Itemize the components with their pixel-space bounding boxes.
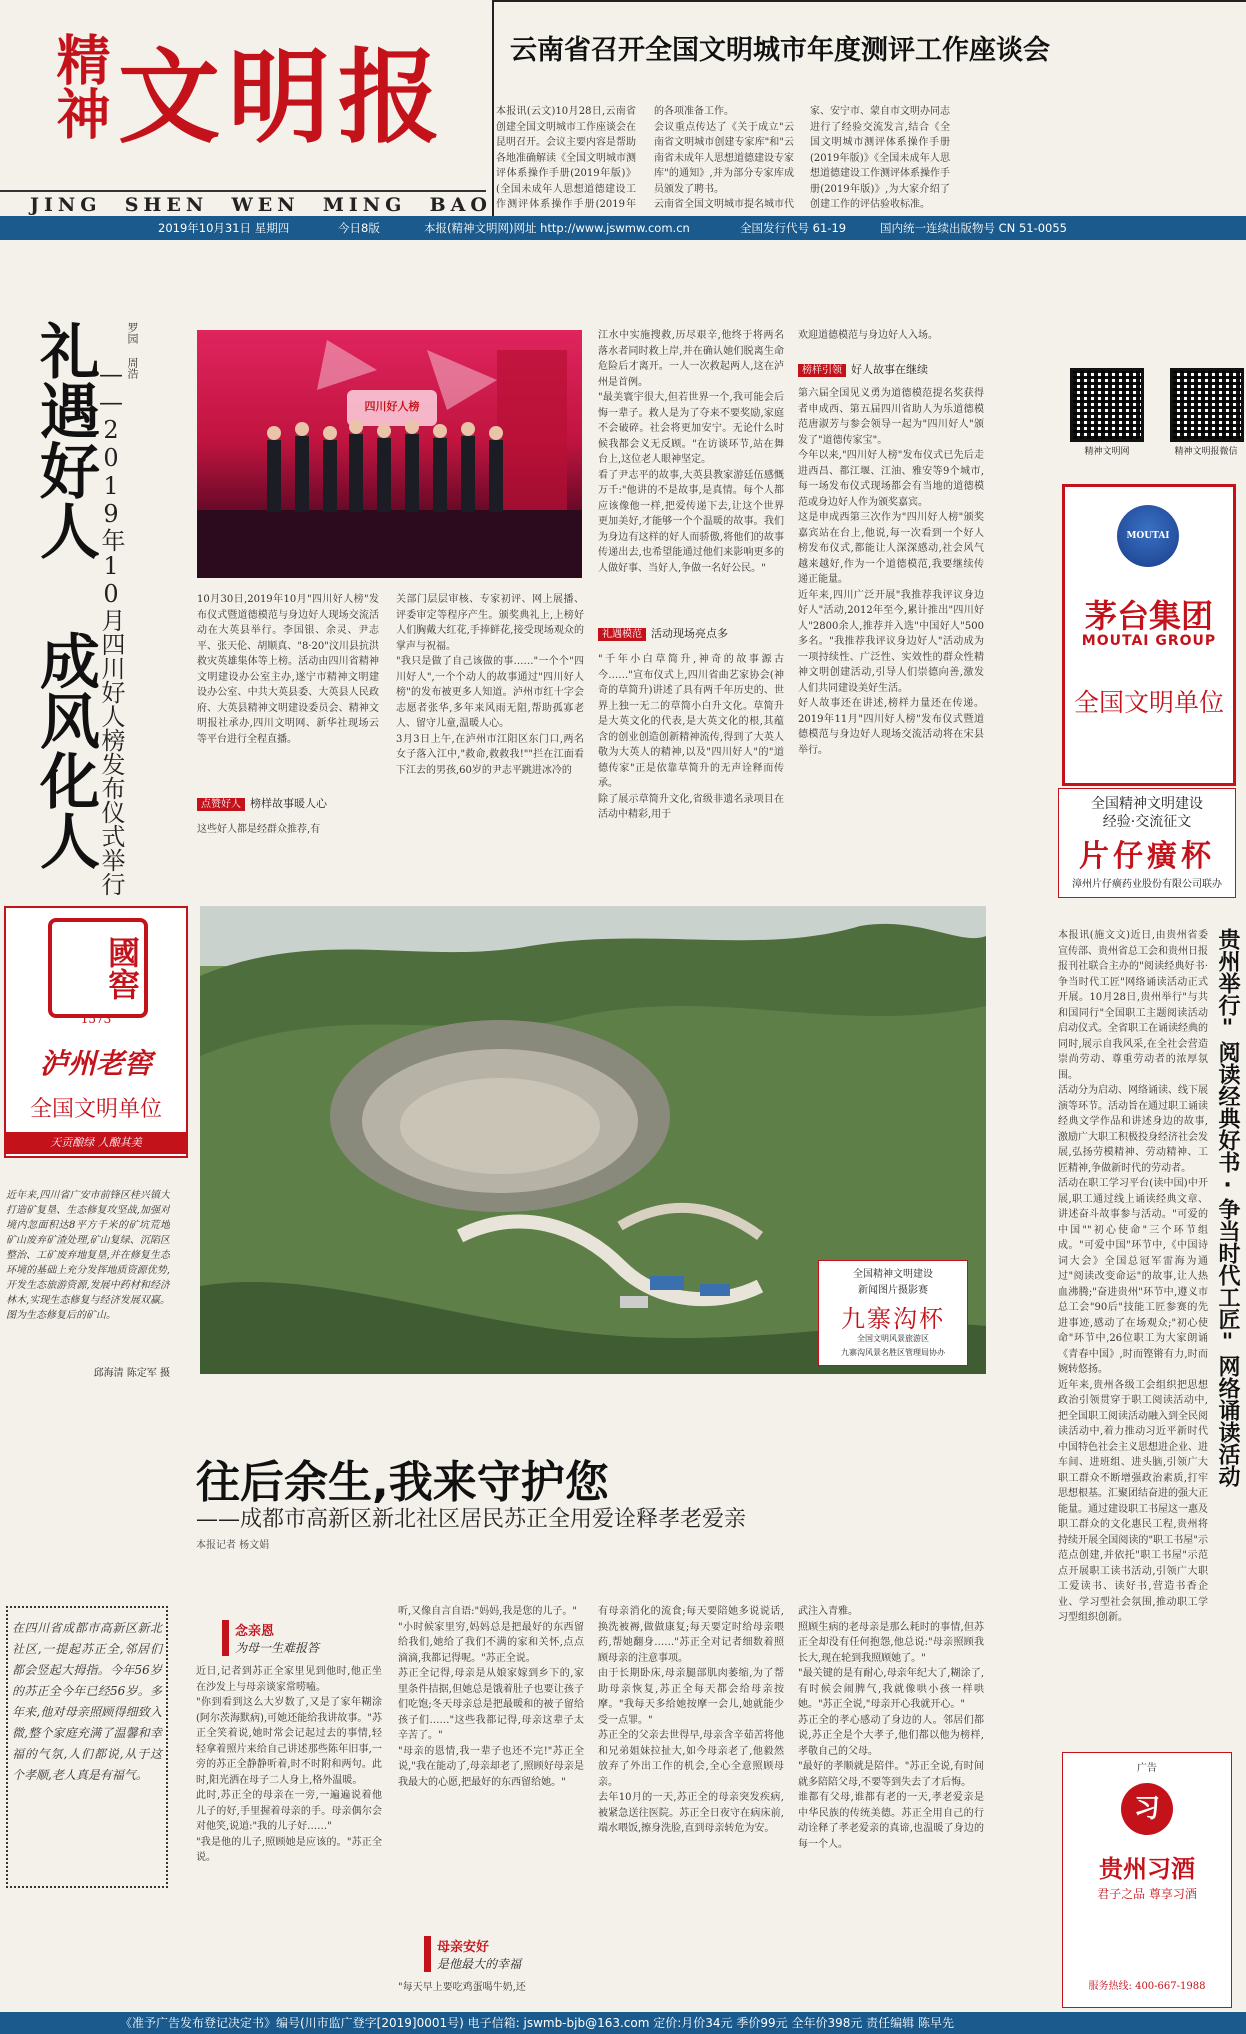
photo-contest-badge[interactable] — [818, 1260, 968, 1366]
su-kicker1-title: 念亲恩 — [235, 1624, 275, 1639]
ceremony-scene — [197, 330, 582, 578]
top-story-headline[interactable]: 云南省召开全国文明城市年度测评工作座谈会 — [510, 35, 1050, 66]
guojiao-seal-icon: 國窖 — [48, 918, 148, 1018]
ad-guojiao[interactable] — [4, 906, 188, 1158]
qr-code-website-icon[interactable] — [1070, 368, 1144, 442]
kicker1-tag: 点赞好人 — [197, 798, 245, 811]
goodpeople-col1-tail: 这些好人都是经群众推荐,有 — [197, 824, 321, 835]
contest-line1: 全国精神文明建设 — [853, 1269, 933, 1280]
su-story-subheadline: ——成都市高新区新北社区居民苏正全用爱诠释孝老爱亲 — [196, 1507, 747, 1532]
goodpeople-col2: 关部门层层审核、专家初评、网上展播、评委审定等程序产生。颁奖典礼上,上榜好人们胸戴大红花,手捧鲜花,接受现场观众的掌声与祝福。 "我只是做了自己该做的事……"一个个"四川好人",一个个动人的故事通过"四川好人榜"的发布被更多人知道。泸州市红十字会志愿者张华,多年来风雨无阻,帮助孤寡老人、留守儿童,温暖人心。 3月3日上午,在泸州市江阳区东门口,两名女子落入江中,"救命,救救我!""拦在江面看下江去的男孩,60岁的尹志平跳进冰冷的 — [396, 594, 584, 776]
xijiu-phone: 服务热线: 400-667-1988 — [1088, 1981, 1206, 1992]
su-col2-tail: "每天早上要吃鸡蛋喝牛奶,还 — [398, 1982, 526, 1993]
mine-photo-credit: 邱海清 陈定军 摄 — [93, 1368, 170, 1379]
kicker1-text: 榜样故事暖人心 — [250, 797, 327, 810]
mine-photo-caption: 近年来,四川省广安市前锋区桂兴镇大打造矿复垦、生态修复攻坚战,加强对境内忽面积达8平方千米的矿坑荒地矿山废弃矿渣处理,矿山复绿、沉陷区整治、工矿废弃地复垦,并在修复生态环境的基础上充分发挥地质资源优势,开发生态旅游资源,发展中药材和经济林木,实现生态修复与经济发展双赢。图为生态修复后的矿山。 — [6, 1190, 170, 1321]
su-col1: 近日,记者到苏正全家里见到他时,他正坐在沙发上与母亲谈家常唠嗑。 "你到看到这么大岁数了,又是了家年糊涂(阿尔茨海默病),可她还能给我讲故事。"苏正全笑着说,她时常会记起过去的事情,轻轻拿着照片来给自己讲述那些陈年旧事,一旁的苏正全静静听着,时不时附和两句。此时,阳光洒在母子二人身上,格外温暖。 此时,苏正全的母亲在一旁,一遍遍说着他儿子的好,手里握着母亲的手。母亲偶尔会对他笑,说道:"我的儿子好……" "我是他的儿子,照顾她是应该的。"苏正全说。 — [196, 1666, 382, 1863]
goodpeople-col3: 江水中实施搜救,历尽艰辛,他终于将两名落水者同时救上岸,并在确认她们脱离生命危险后才离开。一人一次救起两人,这在泸州是首例。 "最美寰宇很大,但若世界一个,我可能会后悔一辈子。救人是为了夺来不要奖励,家庭不会破碎。社会将更加安宁。无论什么时候我都会义无反顾。"在访谈环节,站在舞台上,这位老人眼神坚定。 看了尹志平的故事,大英县教家游廷伍感慨万千:"他讲的不是故事,是真情。每个人都应该像他一样,把爱传递下去,让这个世界更加美好,才能够一个个温暖的故事。我们为身边有这样的好人而骄傲,将他们的故事传递出去,也希望能通过他们来影响更多的人做好事、当好人,争做一名好公民。" — [598, 330, 784, 574]
su-kicker2-text: 是他最大的幸福 — [437, 1957, 522, 1971]
su-col4: 武注入青雅。 照顾生病的老母亲是那么耗时的事情,但苏正全却没有任何抱怨,他总说:"母亲照顾我长大,现在轮到我照顾她了。" "最关键的是有耐心,母亲年纪大了,糊涂了,有时候会闹脾气,我就像哄小孩一样哄她。"苏正全说,"母亲开心我就开心。" 苏正全的孝心感动了身边的人。邻居们都说,苏正全是个大孝子,他们都以他为榜样,孝敬自己的父母。 "最好的孝顺就是陪伴。"苏正全说,有时间就多陪陪父母,不要等到失去了才后悔。 谁都有父母,谁都有老的一天,孝老爱亲是中华民族的传统美德。苏正全用自己的行动诠释了孝老爱亲的真谛,也温暖了身边的每一个人。 — [798, 1606, 984, 1850]
moutai-name-en: MOUTAI GROUP — [1081, 633, 1217, 649]
guojiao-slogan: 全国文明单位 — [29, 1097, 162, 1122]
guizhou-headline[interactable]: 贵州举行"阅读经典好书·争当时代工匠"网络诵读活动 — [1215, 928, 1240, 1487]
su-col3: 有母亲消化的流食;每天要陪她多说说话,换洗被褥,做做康复;每天要定时给母亲喂药,帮她翻身……"苏正全对记者细数着照顾母亲的注意事项。 由于长期卧床,母亲腿部肌肉萎缩,为了帮助母亲恢复,苏正全每天都会给母亲按摩。"我每天多给她按摩一会儿,她就能少受一点罪。" 苏正全的父亲去世得早,母亲含辛茹苦将他和兄弟姐妹拉扯大,如今母亲老了,他毅然放弃了外出工作的机会,全心全意照顾母亲。 去年10月的一天,苏正全的母亲突发疾病,被紧急送往医院。苏正全日夜守在病床前,端水喂饭,擦身洗脸,直到母亲转危为安。 — [598, 1606, 784, 1834]
su-kicker2 — [424, 1936, 587, 1972]
su-sidebar-box: 在四川省成都市高新区新北社区,一提起苏正全,邻居们都会竖起大拇指。今年56岁的苏正全今年已经56岁。多年来,他对母亲照顾得细致入微,整个家庭充满了温馨和幸福的气氛,人们都说,从于这个孝顺,老人真是有福气。 — [6, 1606, 168, 1888]
qr-block — [1000, 340, 1246, 470]
masthead-title: 文明报 — [118, 38, 448, 158]
dateline-issue-code: 全国发行代号 61-19 — [740, 221, 847, 235]
dateline-website[interactable]: 本报(精神文明网)网址 http://www.jswmw.com.cn — [424, 221, 690, 235]
su-col2: 听,又像自言自语:"妈妈,我是您的儿子。" "小时候家里穷,妈妈总是把最好的东西留给我们,她给了我们不满的家和关怀,点点滴滴,我都记得呢。"苏正全说。 苏正全记得,母亲是从娘家嫁到乡下的,家里条件拮据,但她总是饿着肚子也要让孩子们吃饱;冬天母亲总是把最暖和的被子留给孩子们……"这些我都记得,母亲这辈子太辛苦了。" "母亲的恩情,我一辈子也还不完!"苏正全说,"我在能动了,母亲却老了,照顾好母亲是我最大的心愿,把最好的东西留给她。" — [398, 1606, 584, 1788]
kicker2-tag: 礼遇模范 — [598, 628, 646, 641]
dateline-bar — [0, 216, 1246, 240]
dateline-edition: 今日8版 — [338, 221, 380, 235]
su-kicker1 — [222, 1620, 385, 1656]
su-kicker2-title: 母亲安好 — [437, 1940, 490, 1955]
moutai-logo-icon: MOUTAI — [1117, 505, 1179, 567]
top-story-col1: 本报讯(云文)10月28日,云南省创建全国文明城市工作座谈会在昆明召开。会议主要内容是帮助各地准确解读《全国文明城市测评体系操作手册(2019年版)》(全国未成年人思想道德建设工作测评体系操作手册(2019年 — [496, 106, 636, 208]
goodpeople-col4: 欢迎道德模范与身边好人入场。 — [798, 330, 938, 341]
contest-line4: 九寨沟风景名胜区管理局协办 — [841, 1348, 945, 1357]
contest-brand: 九寨沟杯 — [841, 1305, 945, 1333]
xijiu-logo-icon: 习 — [1121, 1783, 1173, 1835]
top-story — [492, 0, 1246, 216]
moutai-name: 茅台集团 — [1084, 597, 1213, 635]
masthead-seal-logo: 精神 — [48, 32, 112, 140]
pianzai-line2: 经验·交流征文 — [1102, 814, 1192, 830]
ad-pianzai[interactable] — [1058, 788, 1236, 898]
su-story-byline: 本报记者 杨文娟 — [196, 1540, 270, 1551]
photo-stage-banner-text: 四川好人榜 — [364, 400, 420, 413]
dateline-publication-no: 国内统一连续出版物号 CN 51-0055 — [880, 221, 1067, 235]
goodpeople-kicker3 — [798, 358, 984, 376]
moutai-slogan: 全国文明单位 — [1073, 688, 1224, 717]
photo-mine-restoration — [200, 906, 986, 1374]
pianzai-brand: 片仔癀杯 — [1079, 839, 1215, 874]
contest-line3: 全国文明风景旅游区 — [857, 1334, 929, 1343]
dateline-date: 2019年10月31日 星期四 — [158, 221, 290, 235]
masthead-rule — [0, 190, 486, 192]
masthead — [0, 0, 492, 232]
ad-xijiu[interactable] — [1062, 1752, 1232, 2008]
qr1-label: 精神文明网 — [1084, 447, 1130, 457]
guojiao-banner: 天贡酿绿 人酿其美 — [6, 1132, 186, 1154]
goodpeople-col4-tail: 第六届全国见义勇为道德模范提名奖获得者申成西、第五届四川省助人为乐道德模范唐淑芳与参会领导一起为"四川好人"颁发了"道德传家宝"。 今年以来,"四川好人榜"发布仪式已先后走进西昌、都江堰、江油、雅安等9个城市,每一场发布仪式现场都会有当地的道德模范或身边好人作为颁奖嘉宾。 这是申成西第三次作为"四川好人榜"颁奖嘉宾站在台上,他说,每一次看到一个好人榜发布仪式,都能让人深深感动,社会风气越来越好,作为一个道德模范,我要继续传递正能量。 近年来,四川广泛开展"我推荐我评议身边好人"活动,2012年至今,累计推出"四川好人"2800余人,推荐并入选"中国好人"500多名。"我推荐我评议身边好人"活动成为一项持续性、广泛性、实效性的群众性精神文明创建活动,引导人们崇德向善,激发人们共同建设美好生活。 好人故事还在讲述,榜样力量还在传递。2019年11月"四川好人榜"发布仪式暨道德模范与身边好人现场交流活动将在宋县举行。 — [798, 388, 984, 756]
footer-text: 《准予广告发布登记决定书》编号(川市监广登字[2019]0001号) 电子信箱: jswmb-bjb@163.com 定价:月价34元 季价99元 全年价398元 责任编辑 陈早先 — [120, 2016, 954, 2030]
footer-bar — [0, 2012, 1246, 2034]
qr-code-wechat-icon[interactable] — [1170, 368, 1244, 442]
guizhou-text: 本报讯(施文文)近日,由贵州省委宣传部、贵州省总工会和贵州日报报刊社联合主办的"阅读经典好书·争当时代工匠"网络诵读活动正式开展。10月28日,贵州举行"与共和国同行"全国职工主题阅读活动启动仪式。全省职工在诵读经典的同时,展示自我风采,在全社会营造崇尚劳动、尊重劳动者的浓厚氛围。 活动分为启动、网络诵读、线下展演等环节。活动旨在通过职工诵读经典文学作品和讲述身边的故事,激励广大职工积极投身经济社会发展,弘扬劳模精神、劳动精神、工匠精神,争做新时代的劳动者。 活动在职工学习平台(读中国)中开展,职工通过线上诵读经典文章、讲述奋斗故事参与活动。"可爱的中国""初心使命"三个环节组成。"可爱中国"环节中,《中国诗词大会》全国总冠军雷海为通过"阅读改变命运"的故事,让人热血沸腾;"奋进贵州"环节中,遵义市总工会"90后"技能工匠参赛的先进事迹,感动了在场观众;"初心使命"环节中,26位职工为大家朗诵《青春中国》,时而铿锵有力,时而婉转悠扬。 近年来,贵州各级工会组织把思想政治引领贯穿于职工阅读活动中,把全国职工阅读活动融入到全民阅读活动中,着力推动习近平新时代中国特色社会主义思想进企业、进车间、进班组、进头脑,引领广大职工群众不断增强政治素质,打牢思想根基。汇聚团结奋进的强大正能量。通过建设职工书屋这一惠及职工群众的文化惠民工程,贵州将持续开展全国阅读的"职工书屋"示范点创建,并依托"职工书屋"示范点开展职工读书活动,引领广大职工爱读书、读好书,营造书香企业、学习型社会氛围,推动职工学习型组织创新。 — [1058, 930, 1208, 1623]
pianzai-line1: 全国精神文明建设 — [1091, 796, 1203, 812]
qr2-label: 精神文明报微信 — [1174, 447, 1238, 457]
goodpeople-col3-tail: "千年小白草简升,神奇的故事源古今……"宣布仪式上,四川省曲艺家协会(神奇的草简升)讲述了具有两千年历史的、世界上独一无二的草简小白升文化。草简升是大英文化的代表,是大英文化的根,其蕴含的创业创造创新精神流传,得到了大英人敬为大英人的精神,以及"四川好人"的"道德传家"正是依靠草简升的无声诠释而传承。 除了展示草简升文化,省级非遗名录项目在活动中精彩,用于 — [598, 654, 784, 820]
top-story-col2: 的各项准备工作。 会议重点传达了《关于成立"云南省文明城市创建专家库"和"云南省未成年人思想道德建设专家库"的通知》,并为部分专家库成员颁发了聘书。 云南省全国文明城市提名城市代 — [654, 106, 794, 208]
goodpeople-kicker2 — [598, 622, 784, 640]
top-story-col3: 家、安宁市、蒙自市文明办同志进行了经验交流发言,结合《全国文明城市测评体系操作手册(2019年版)》《全国未成年人思想道德建设工作测评体系操作手册(2019年版)》,为大家介绍了创建工作的评估验收标准。 — [810, 106, 950, 208]
kicker2-text: 活动现场亮点多 — [651, 627, 728, 640]
ad-moutai[interactable] — [1062, 484, 1236, 786]
story-goodpeople-author: 罗园 周浩 — [126, 322, 139, 379]
xijiu-ad-label: 广告 — [1137, 1763, 1157, 1774]
xijiu-slogan: 君子之品 尊享习酒 — [1097, 1887, 1197, 1901]
pianzai-company: 漳州片仔癀药业股份有限公司联办 — [1072, 879, 1222, 890]
su-kicker1-text: 为母一生难报答 — [235, 1641, 320, 1655]
guojiao-brand: 泸州老窖 — [39, 1047, 152, 1080]
kicker3-tag: 榜样引领 — [798, 364, 846, 377]
photo-award-ceremony — [197, 330, 582, 578]
goodpeople-col1: 10月30日,2019年10月"四川好人榜"发布仪式暨道德模范与身边好人现场交流活动在大英县举行。李国银、余灵、尹志平、张天伦、胡顺真、"8·20"汶川县抗洪救灾英雄集体等上榜。活动由四川省精神文明建设办公室主办,遂宁市精神文明建设办公室、中共大英县委、大英县人民政府、大英县精神文明建设委员会、精神文明报社承办,四川文明网、新华社现场云等平台进行全程直播。 — [197, 594, 379, 745]
su-story-headline[interactable]: 往后余生,我来守护您 — [196, 1457, 609, 1508]
contest-line2: 新闻图片摄影赛 — [858, 1285, 928, 1296]
story-goodpeople-subheadline: ——2019年10月四川好人榜发布仪式举行 — [97, 360, 125, 896]
kicker3-text: 好人故事在继续 — [851, 363, 928, 376]
masthead-pinyin: JING SHEN WEN MING BAO — [30, 194, 492, 216]
goodpeople-kicker1 — [197, 792, 379, 810]
xijiu-name: 贵州习酒 — [1099, 1854, 1195, 1883]
story-goodpeople-headline[interactable]: 礼遇好人 成风化人 — [30, 320, 100, 870]
guojiao-seal-year: 1573 — [80, 1012, 112, 1026]
